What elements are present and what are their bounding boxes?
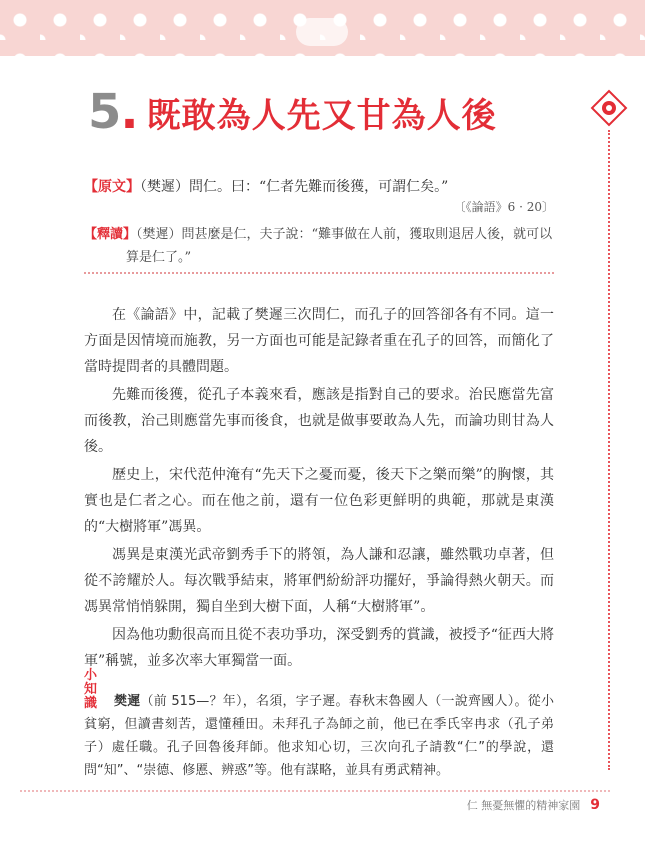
running-title: 仁 無憂無懼的精神家園 [466, 799, 581, 812]
trivia-body: （前 515—？年），名須，字子遲。春秋末魯國人（一說齊國人）。從小貧窮，但讀書刻苦，還懂種田。未拜孔子為師之前，他已在季氏宰冉求（孔子弟子）處任職。孔子回魯後拜師。他求知心切，三次向孔子請教“仁”的學說，還問“知”、“崇德、修慝、辨惑”等。他有謀略，並具有勇武精神。 [84, 694, 554, 778]
original-quote: （樊遲）問仁。曰：“仁者先難而後獲，可謂仁矣。” [140, 179, 449, 195]
page-number: 9 [590, 797, 600, 813]
trivia-text [84, 690, 554, 782]
trivia-label: 小知識 [84, 668, 98, 711]
page-footer [440, 797, 600, 813]
chapter-number: 5 [88, 84, 121, 140]
decorative-header-band [0, 0, 645, 64]
footer-dotted-rule [20, 790, 610, 792]
header-ornament [296, 18, 348, 46]
flower-ornament-icon [589, 88, 629, 128]
original-tag: 【原文】 [84, 179, 140, 195]
chapter-heading [88, 82, 497, 142]
original-text-block [84, 176, 554, 199]
explanation-tag: 【釋讀】 [84, 227, 137, 242]
body-text [84, 302, 554, 676]
explanation-line-1: （樊遲）問甚麼是仁，夫子說：“難事做在人前，獲取則退居人後，就可以 [136, 227, 553, 242]
body-paragraph: 先難而後獲，從孔子本義來看，應該是指對自己的要求。治民應當先富而後教，治己則應當先事而後食，也就是做事要敢為人先，而論功則甘為人後。 [84, 387, 554, 455]
chapter-number-dot: . [120, 84, 139, 140]
body-paragraph: 在《論語》中，記載了樊遲三次問仁，而孔子的回答卻各有不同。這一方面是因情境而施教，另一方面也可能是記錄者重在孔子的回答，而簡化了當時提問者的具體問題。 [84, 307, 554, 375]
chapter-title: 既敢為人先又甘為人後 [146, 95, 497, 136]
body-paragraph: 因為他功勳很高而且從不表功爭功，深受劉秀的賞識，被授予“征西大將軍”稱號，並多次率大軍獨當一面。 [84, 627, 554, 669]
trivia-name: 樊遲 [114, 694, 141, 709]
side-dotted-rule [608, 130, 610, 770]
quote-source: 〔《論語》6 · 20〕 [453, 200, 554, 214]
body-paragraph: 馮異是東漢光武帝劉秀手下的將領，為人謙和忍讓，雖然戰功卓著，但從不誇耀於人。每次戰爭結束，將軍們紛紛評功擺好，爭論得熱火朝天。而馮異常悄悄躲開，獨自坐到大樹下面，人稱“大樹將軍”。 [84, 547, 554, 615]
section-divider [84, 272, 554, 274]
explanation-block [84, 223, 554, 269]
body-paragraph: 歷史上，宋代范仲淹有“先天下之憂而憂，後天下之樂而樂”的胸懷，其實也是仁者之心。而在他之前，還有一位色彩更鮮明的典範，那就是東漢的“大樹將軍”馮異。 [84, 467, 554, 535]
explanation-line-2: 算是仁了。” [126, 250, 192, 265]
